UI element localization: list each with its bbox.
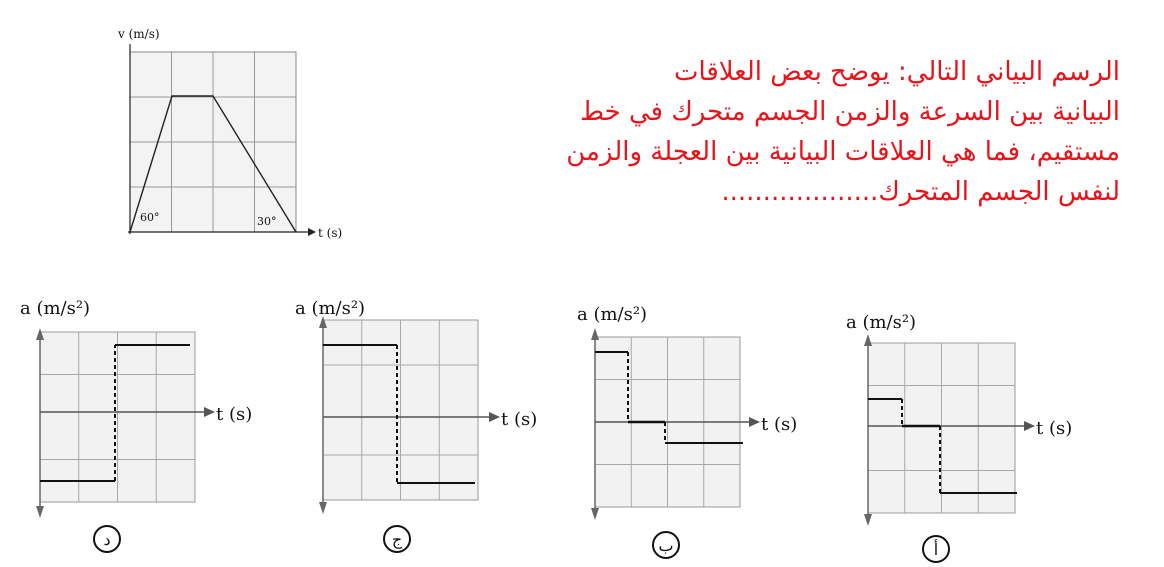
- option-a-label: أ: [933, 540, 939, 559]
- option-b-graph[interactable]: [565, 292, 835, 567]
- option-a-x-arrow-icon: [1024, 421, 1035, 431]
- option-c-y-arrow-down-icon: [319, 502, 327, 514]
- option-c-graph[interactable]: [285, 282, 555, 567]
- option-b-xlabel: t (s): [761, 414, 798, 435]
- velocity-x-arrow-icon: [308, 228, 316, 236]
- option-a-grid: [868, 343, 1015, 513]
- option-c-xlabel: t (s): [501, 409, 538, 430]
- option-d-ylabel: a (m/s²): [20, 298, 91, 319]
- option-a-graph[interactable]: [830, 298, 1100, 567]
- option-b-x-arrow-icon: [749, 417, 760, 427]
- option-d-y-arrow-down-icon: [36, 506, 44, 518]
- option-c-grid: [323, 320, 478, 500]
- option-b-y-arrow-down-icon: [591, 508, 599, 520]
- question-line-2: البيانية بين السرعة والزمن الجسم متحرك في خط: [579, 97, 1120, 127]
- question-text: [566, 52, 1120, 212]
- velocity-angle-left: 60°: [140, 211, 160, 224]
- option-b-label: ب: [658, 536, 674, 555]
- option-a-y-arrow-icon: [864, 334, 872, 346]
- option-b-ylabel: a (m/s²): [577, 304, 648, 325]
- option-a-y-arrow-down-icon: [864, 514, 872, 526]
- velocity-grid: [130, 52, 296, 232]
- option-d-x-arrow-icon: [204, 407, 215, 417]
- option-d-graph[interactable]: [10, 282, 270, 567]
- option-a-ylabel: a (m/s²): [846, 312, 917, 333]
- velocity-xlabel: t (s): [318, 226, 343, 240]
- option-c-label: ج: [391, 530, 403, 549]
- velocity-angle-right: 30°: [257, 215, 277, 228]
- velocity-ylabel: v (m/s): [118, 27, 160, 41]
- question-line-4: لنفس الجسم المتحرك...................: [721, 177, 1120, 207]
- option-d-grid: [40, 332, 195, 502]
- question-line-3: مستقيم، فما هي العلاقات البيانية بين العجلة والزمن: [566, 137, 1120, 167]
- option-d-label: د: [103, 530, 111, 549]
- option-d-xlabel: t (s): [216, 404, 253, 425]
- option-a-xlabel: t (s): [1036, 418, 1073, 439]
- velocity-time-graph: [110, 22, 360, 247]
- option-c-ylabel: a (m/s²): [295, 298, 366, 319]
- question-line-1: الرسم البياني التالي: يوضح بعض العلاقات: [673, 57, 1120, 87]
- option-c-x-arrow-icon: [489, 412, 500, 422]
- option-b-y-arrow-icon: [591, 328, 599, 340]
